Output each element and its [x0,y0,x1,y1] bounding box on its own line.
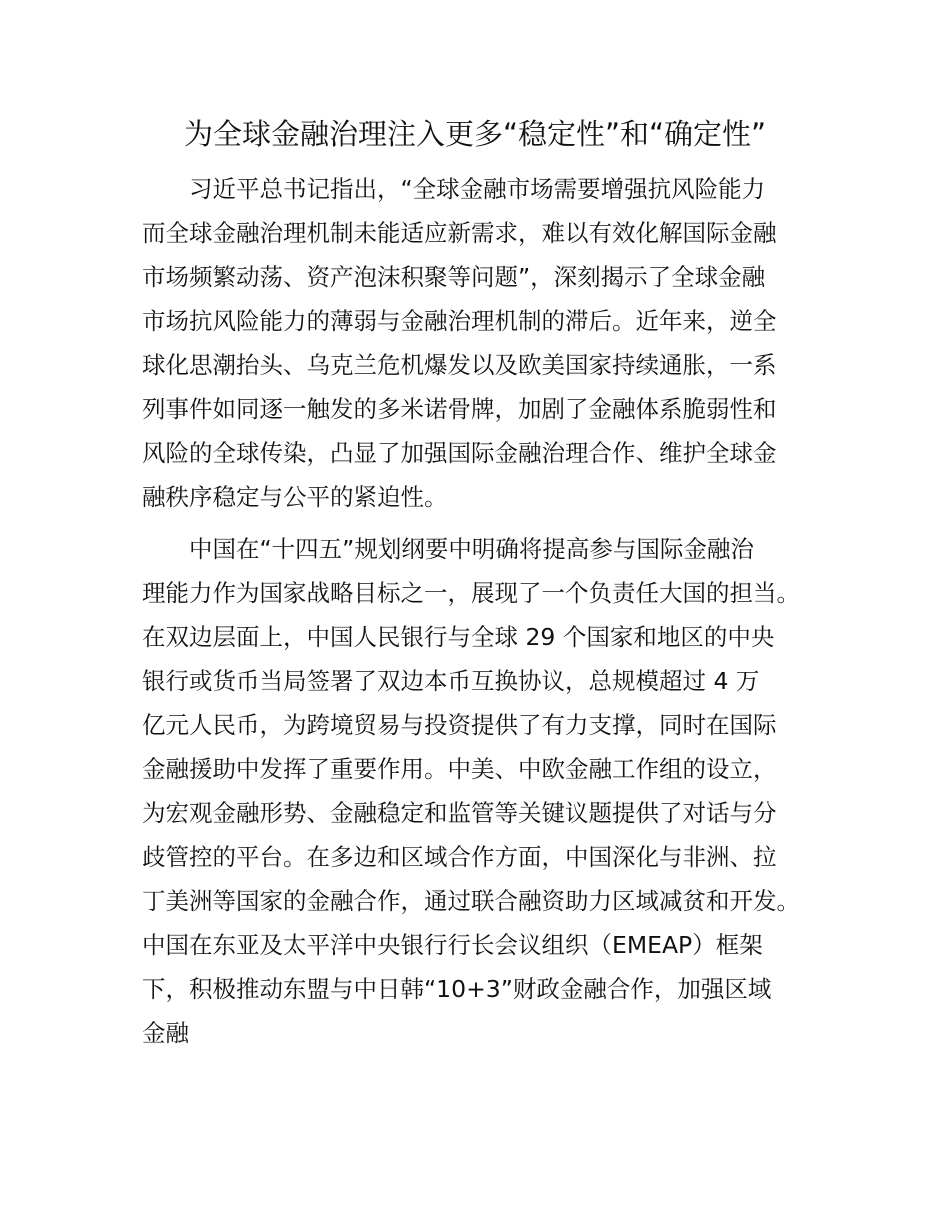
text-line: 中国在“十四五”规划纲要中明确将提高参与国际金融治 [189,535,754,563]
text-line: 球化思潮抬头、乌克兰危机爆发以及欧美国家持续通胀，一系 [142,351,777,379]
text-line: 融秩序稳定与公平的紧迫性。 [142,483,448,511]
text-line: 习近平总书记指出，“全球金融市场需要增强抗风险能力 [189,175,766,203]
paragraph-2 [142,527,822,1055]
text-line: 风险的全球传染，凸显了加强国际金融治理合作、维护全球金 [142,439,777,467]
document-title: 为全球金融治理注入更多“稳定性”和“确定性” [183,117,767,151]
text-line: 在双边层面上，中国人民银行与全球 29 个国家和地区的中央 [142,623,775,651]
text-line: 为宏观金融形势、金融稳定和监管等关键议题提供了对话与分 [142,799,777,827]
text-line: 下，积极推动东盟与中日韩“10+3”财政金融合作，加强区域 [142,975,772,1003]
text-line: 丁美洲等国家的金融合作，通过联合融资助力区域减贫和开发。 [142,887,800,915]
text-line: 而全球金融治理机制未能适应新需求，难以有效化解国际金融 [142,219,777,247]
document-body [142,167,822,1063]
text-line: 市场抗风险能力的薄弱与金融治理机制的滞后。近年来，逆全 [142,307,777,335]
text-line: 银行或货币当局签署了双边本币互换协议，总规模超过 4 万 [142,667,760,695]
text-line: 歧管控的平台。在多边和区域合作方面，中国深化与非洲、拉 [142,843,777,871]
text-line: 市场频繁动荡、资产泡沫积聚等问题”，深刻揭示了全球金融 [142,263,766,291]
text-line: 理能力作为国家战略目标之一，展现了一个负责任大国的担当。 [142,579,800,607]
text-line: 亿元人民币，为跨境贸易与投资提供了有力支撑，同时在国际 [142,711,777,739]
text-line: 金融 [142,1019,189,1047]
paragraph-1 [142,167,822,519]
text-line: 金融援助中发挥了重要作用。中美、中欧金融工作组的设立， [142,755,777,783]
text-line: 中国在东亚及太平洋中央银行行长会议组织（EMEAP）框架 [142,931,763,959]
text-line: 列事件如同逐一触发的多米诺骨牌，加剧了金融体系脆弱性和 [142,395,777,423]
